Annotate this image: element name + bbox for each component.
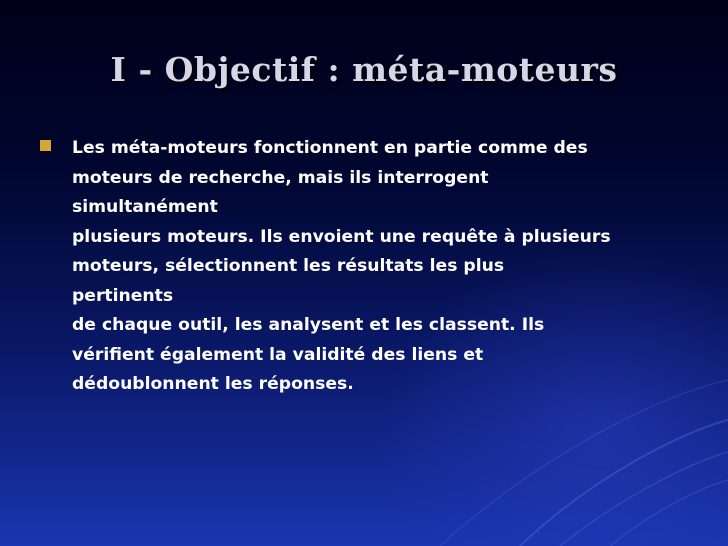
bullet-line: moteurs de recherche, mais ils interrogent: [72, 167, 489, 188]
bullet-text: [72, 134, 690, 400]
bullet-line: vérifient également la validité des liens et: [72, 344, 484, 365]
slide-title: I - Objectif : méta-moteurs: [110, 50, 618, 89]
bullet-line: pertinents: [72, 285, 174, 306]
bullet-line: plusieurs moteurs. Ils envoient une requête à plusieurs: [72, 226, 611, 247]
bullet-item: [40, 134, 690, 400]
bullet-line: Les méta-moteurs fonctionnent en partie comme des: [72, 138, 588, 158]
bullet-line: moteurs, sélectionnent les résultats les plus: [72, 256, 505, 276]
bullet-line: simultanément: [72, 197, 218, 217]
bullet-line: dédoublonnent les réponses.: [72, 374, 354, 394]
bullet-line: de chaque outil, les analysent et les classent. Ils: [72, 315, 545, 335]
square-bullet-icon: [40, 140, 51, 151]
